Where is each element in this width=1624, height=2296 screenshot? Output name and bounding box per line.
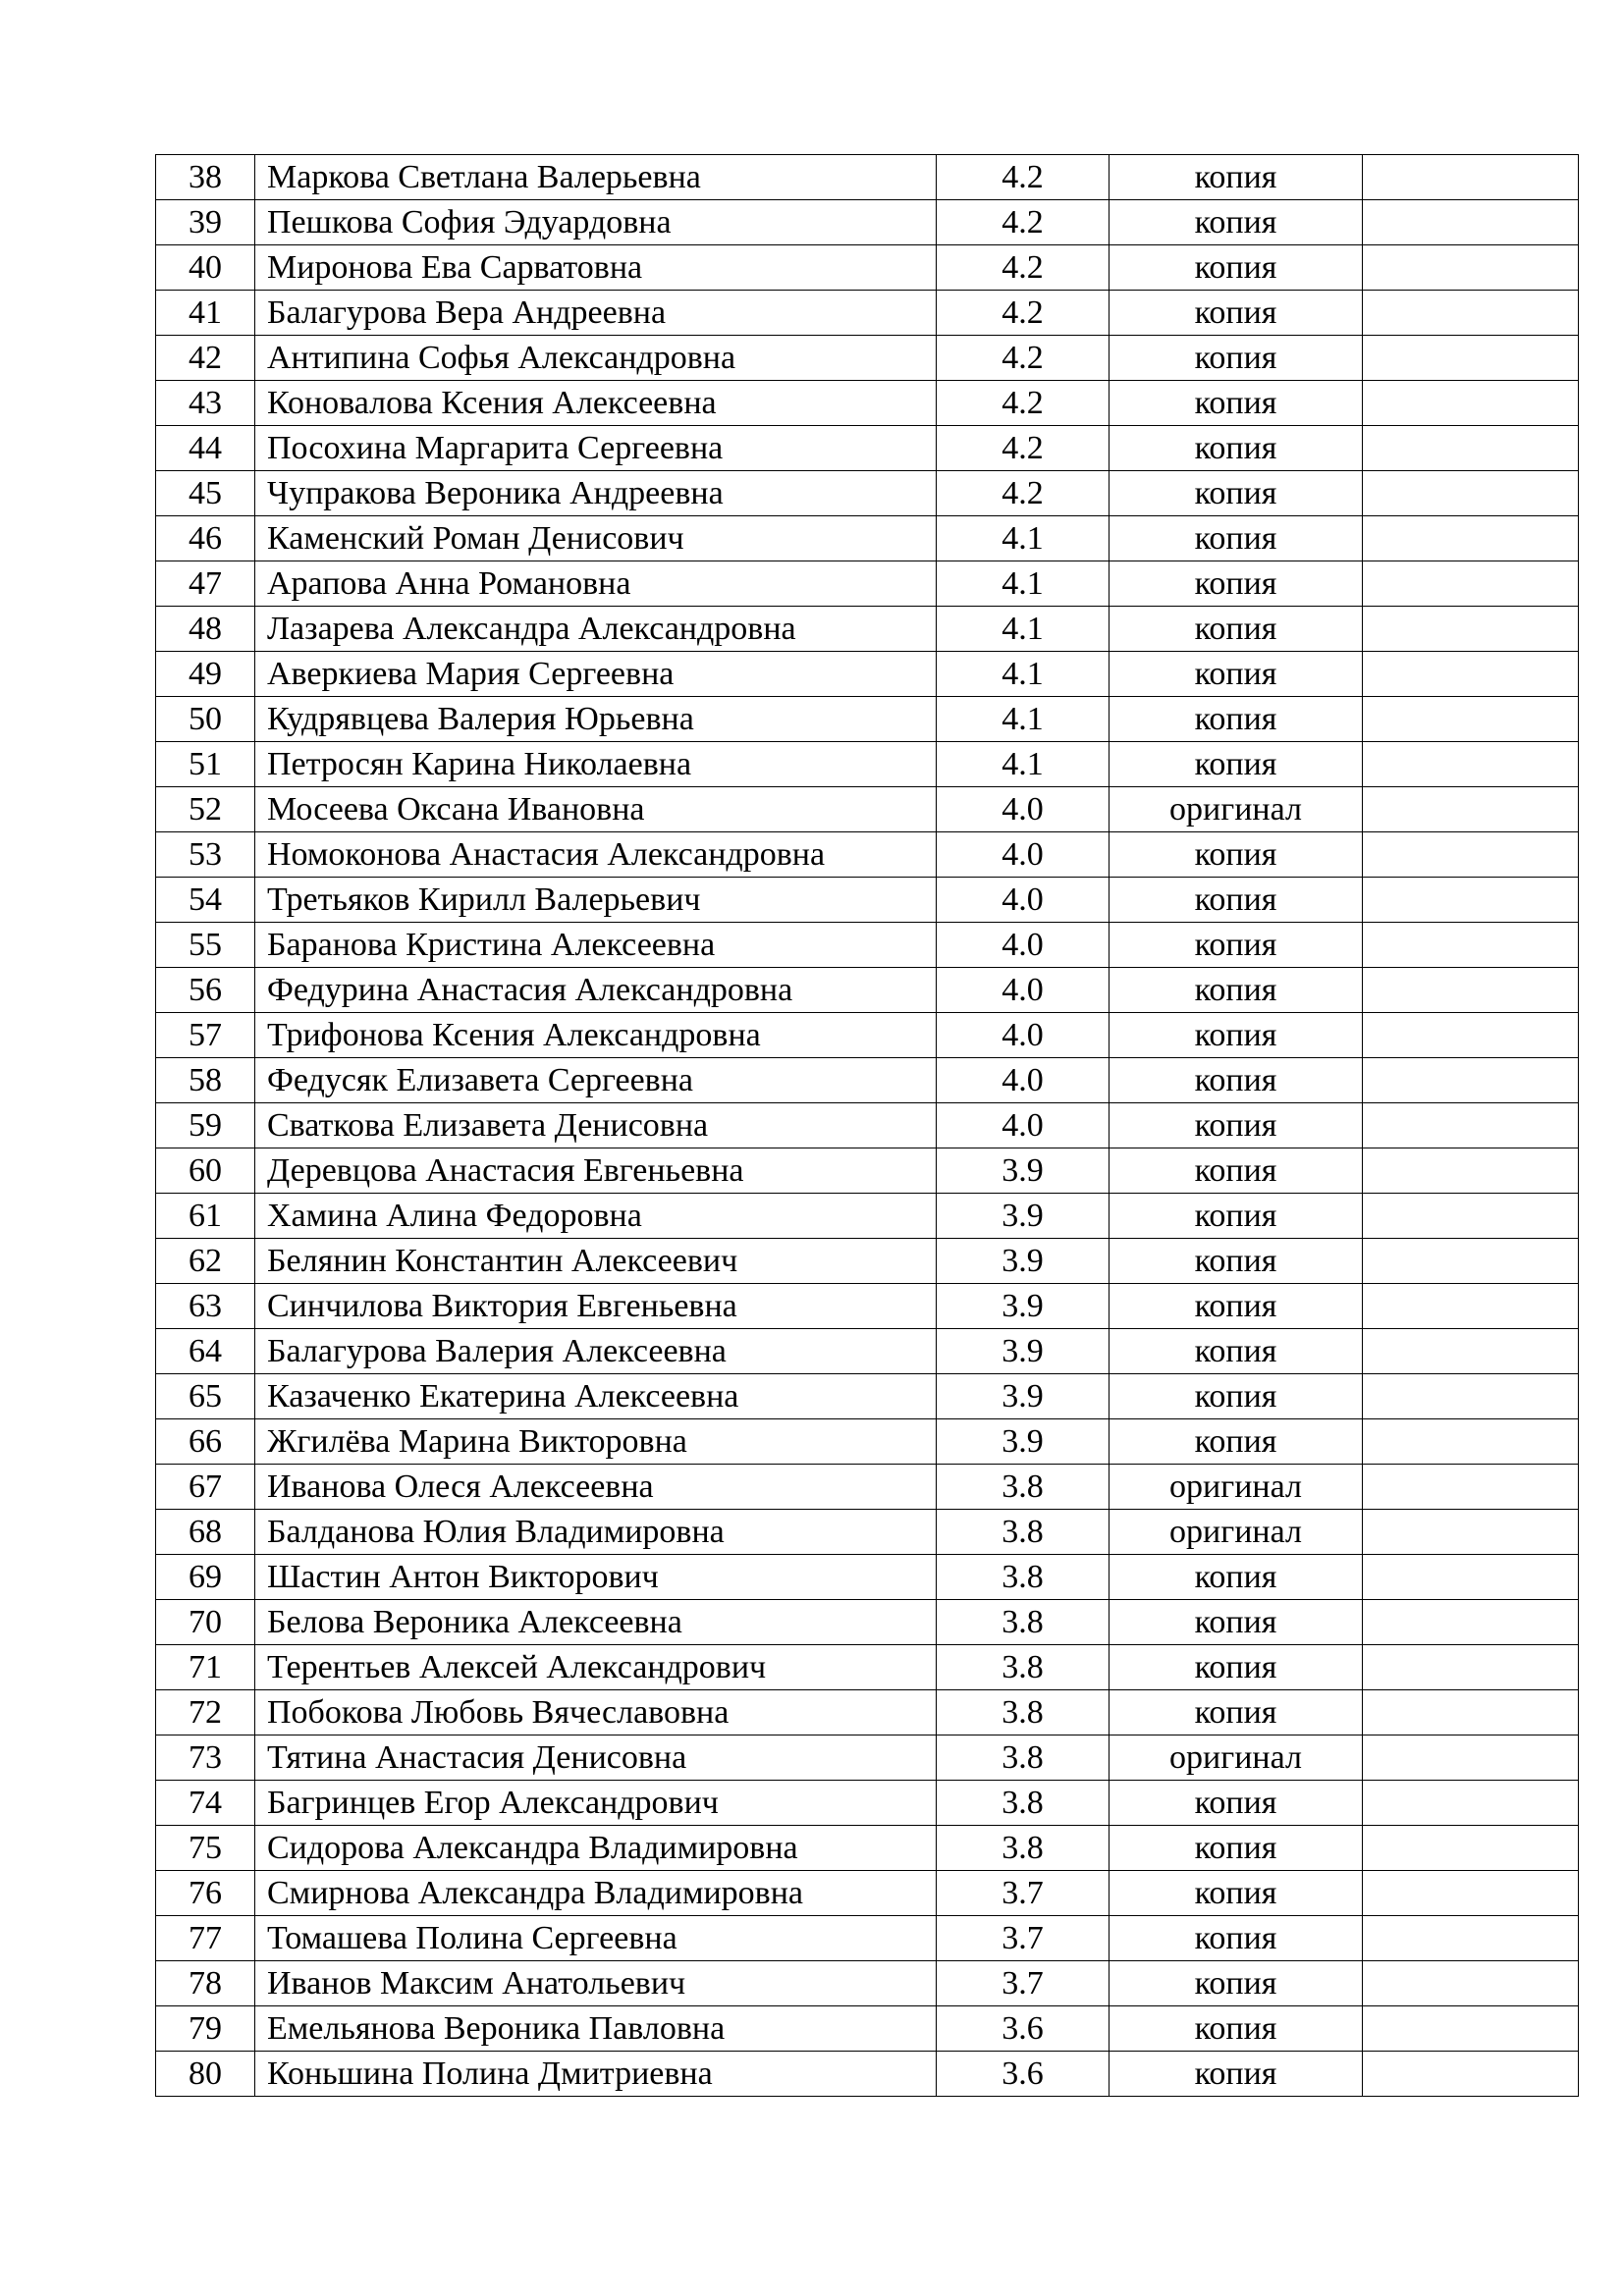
applicant-name: Белянин Константин Алексеевич — [255, 1239, 937, 1284]
document-type: копия — [1110, 1013, 1363, 1058]
document-type: копия — [1110, 1690, 1363, 1735]
applicant-name: Побокова Любовь Вячеславовна — [255, 1690, 937, 1735]
applicant-name: Арапова Анна Романовна — [255, 561, 937, 607]
applicant-name: Лазарева Александра Александровна — [255, 607, 937, 652]
document-type: копия — [1110, 832, 1363, 878]
row-number: 49 — [156, 652, 255, 697]
average-score: 4.0 — [937, 1103, 1110, 1148]
row-number: 55 — [156, 923, 255, 968]
average-score: 3.6 — [937, 2006, 1110, 2052]
applicant-name: Балагурова Вера Андреевна — [255, 291, 937, 336]
row-number: 47 — [156, 561, 255, 607]
row-number: 44 — [156, 426, 255, 471]
document-type: копия — [1110, 1419, 1363, 1465]
extra-cell — [1363, 2052, 1579, 2097]
row-number: 68 — [156, 1510, 255, 1555]
applicant-name: Мосеева Оксана Ивановна — [255, 787, 937, 832]
row-number: 73 — [156, 1735, 255, 1781]
document-type: копия — [1110, 1600, 1363, 1645]
document-type: копия — [1110, 1555, 1363, 1600]
row-number: 65 — [156, 1374, 255, 1419]
table-row — [156, 1826, 1579, 1871]
applicant-name: Багринцев Егор Александрович — [255, 1781, 937, 1826]
extra-cell — [1363, 1465, 1579, 1510]
table-row — [156, 1103, 1579, 1148]
extra-cell — [1363, 1058, 1579, 1103]
applicant-name: Посохина Маргарита Сергеевна — [255, 426, 937, 471]
document-type: копия — [1110, 1374, 1363, 1419]
document-type: копия — [1110, 1826, 1363, 1871]
document-type: оригинал — [1110, 1735, 1363, 1781]
document-type: копия — [1110, 155, 1363, 200]
row-number: 77 — [156, 1916, 255, 1961]
document-type: копия — [1110, 1871, 1363, 1916]
applicant-name: Шастин Антон Викторович — [255, 1555, 937, 1600]
row-number: 67 — [156, 1465, 255, 1510]
table-row — [156, 426, 1579, 471]
applicant-name: Петросян Карина Николаевна — [255, 742, 937, 787]
average-score: 3.9 — [937, 1148, 1110, 1194]
row-number: 70 — [156, 1600, 255, 1645]
table-row — [156, 516, 1579, 561]
row-number: 38 — [156, 155, 255, 200]
document-type: копия — [1110, 1645, 1363, 1690]
applicant-name: Федусяк Елизавета Сергеевна — [255, 1058, 937, 1103]
applicant-name: Маркова Светлана Валерьевна — [255, 155, 937, 200]
row-number: 59 — [156, 1103, 255, 1148]
applicant-name: Балданова Юлия Владимировна — [255, 1510, 937, 1555]
extra-cell — [1363, 697, 1579, 742]
table-row — [156, 1239, 1579, 1284]
extra-cell — [1363, 426, 1579, 471]
document-type: копия — [1110, 336, 1363, 381]
row-number: 43 — [156, 381, 255, 426]
document-type: копия — [1110, 697, 1363, 742]
document-type: копия — [1110, 607, 1363, 652]
average-score: 4.0 — [937, 1013, 1110, 1058]
row-number: 42 — [156, 336, 255, 381]
table-row — [156, 561, 1579, 607]
row-number: 60 — [156, 1148, 255, 1194]
extra-cell — [1363, 1374, 1579, 1419]
applicant-name: Федурина Анастасия Александровна — [255, 968, 937, 1013]
document-type: копия — [1110, 245, 1363, 291]
row-number: 71 — [156, 1645, 255, 1690]
applicant-name: Томашева Полина Сергеевна — [255, 1916, 937, 1961]
row-number: 53 — [156, 832, 255, 878]
document-type: копия — [1110, 1284, 1363, 1329]
table-row — [156, 381, 1579, 426]
applicant-name: Балагурова Валерия Алексеевна — [255, 1329, 937, 1374]
document-type: копия — [1110, 968, 1363, 1013]
table-row — [156, 200, 1579, 245]
table-row — [156, 1148, 1579, 1194]
applicant-name: Сидорова Александра Владимировна — [255, 1826, 937, 1871]
extra-cell — [1363, 832, 1579, 878]
document-type: копия — [1110, 2052, 1363, 2097]
document-type: копия — [1110, 516, 1363, 561]
table-row — [156, 2052, 1579, 2097]
average-score: 4.1 — [937, 652, 1110, 697]
applicant-name: Смирнова Александра Владимировна — [255, 1871, 937, 1916]
row-number: 66 — [156, 1419, 255, 1465]
extra-cell — [1363, 878, 1579, 923]
applicant-name: Чупракова Вероника Андреевна — [255, 471, 937, 516]
applicants-table-body — [156, 155, 1579, 2097]
row-number: 58 — [156, 1058, 255, 1103]
applicant-name: Миронова Ева Сарватовна — [255, 245, 937, 291]
row-number: 52 — [156, 787, 255, 832]
applicant-name: Каменский Роман Денисович — [255, 516, 937, 561]
document-type: копия — [1110, 742, 1363, 787]
average-score: 4.2 — [937, 336, 1110, 381]
document-type: копия — [1110, 200, 1363, 245]
average-score: 4.1 — [937, 607, 1110, 652]
document-type: копия — [1110, 1103, 1363, 1148]
table-row — [156, 1194, 1579, 1239]
table-row — [156, 1916, 1579, 1961]
extra-cell — [1363, 1013, 1579, 1058]
average-score: 3.8 — [937, 1826, 1110, 1871]
row-number: 72 — [156, 1690, 255, 1735]
extra-cell — [1363, 1329, 1579, 1374]
extra-cell — [1363, 1600, 1579, 1645]
table-row — [156, 1374, 1579, 1419]
document-type: копия — [1110, 561, 1363, 607]
row-number: 48 — [156, 607, 255, 652]
document-type: копия — [1110, 1961, 1363, 2006]
average-score: 4.0 — [937, 1058, 1110, 1103]
table-row — [156, 1735, 1579, 1781]
document-type: копия — [1110, 2006, 1363, 2052]
extra-cell — [1363, 471, 1579, 516]
extra-cell — [1363, 1555, 1579, 1600]
table-row — [156, 245, 1579, 291]
table-row — [156, 878, 1579, 923]
table-row — [156, 1555, 1579, 1600]
extra-cell — [1363, 1826, 1579, 1871]
applicant-name: Тятина Анастасия Денисовна — [255, 1735, 937, 1781]
row-number: 76 — [156, 1871, 255, 1916]
document-type: копия — [1110, 878, 1363, 923]
extra-cell — [1363, 787, 1579, 832]
document-type: копия — [1110, 1148, 1363, 1194]
extra-cell — [1363, 155, 1579, 200]
applicant-name: Иванова Олеся Алексеевна — [255, 1465, 937, 1510]
average-score: 3.8 — [937, 1690, 1110, 1735]
applicant-name: Антипина Софья Александровна — [255, 336, 937, 381]
applicant-name: Иванов Максим Анатольевич — [255, 1961, 937, 2006]
row-number: 61 — [156, 1194, 255, 1239]
extra-cell — [1363, 245, 1579, 291]
table-row — [156, 1510, 1579, 1555]
extra-cell — [1363, 381, 1579, 426]
extra-cell — [1363, 1419, 1579, 1465]
extra-cell — [1363, 1284, 1579, 1329]
extra-cell — [1363, 1194, 1579, 1239]
average-score: 3.8 — [937, 1510, 1110, 1555]
average-score: 4.2 — [937, 200, 1110, 245]
average-score: 3.9 — [937, 1329, 1110, 1374]
extra-cell — [1363, 1916, 1579, 1961]
document-type: копия — [1110, 1781, 1363, 1826]
document-type: копия — [1110, 471, 1363, 516]
table-row — [156, 607, 1579, 652]
table-row — [156, 1419, 1579, 1465]
applicant-name: Кудрявцева Валерия Юрьевна — [255, 697, 937, 742]
table-row — [156, 968, 1579, 1013]
average-score: 4.2 — [937, 291, 1110, 336]
extra-cell — [1363, 1690, 1579, 1735]
applicant-name: Синчилова Виктория Евгеньевна — [255, 1284, 937, 1329]
applicant-name: Жгилёва Марина Викторовна — [255, 1419, 937, 1465]
row-number: 64 — [156, 1329, 255, 1374]
average-score: 3.8 — [937, 1600, 1110, 1645]
table-row — [156, 1600, 1579, 1645]
extra-cell — [1363, 1781, 1579, 1826]
extra-cell — [1363, 742, 1579, 787]
average-score: 3.6 — [937, 2052, 1110, 2097]
row-number: 39 — [156, 200, 255, 245]
extra-cell — [1363, 1239, 1579, 1284]
average-score: 4.0 — [937, 787, 1110, 832]
extra-cell — [1363, 200, 1579, 245]
extra-cell — [1363, 1735, 1579, 1781]
table-row — [156, 1781, 1579, 1826]
row-number: 79 — [156, 2006, 255, 2052]
table-row — [156, 155, 1579, 200]
table-row — [156, 1871, 1579, 1916]
extra-cell — [1363, 2006, 1579, 2052]
row-number: 78 — [156, 1961, 255, 2006]
table-row — [156, 1329, 1579, 1374]
extra-cell — [1363, 607, 1579, 652]
row-number: 51 — [156, 742, 255, 787]
average-score: 4.1 — [937, 516, 1110, 561]
row-number: 80 — [156, 2052, 255, 2097]
table-row — [156, 652, 1579, 697]
average-score: 3.9 — [937, 1419, 1110, 1465]
average-score: 4.1 — [937, 561, 1110, 607]
extra-cell — [1363, 1103, 1579, 1148]
extra-cell — [1363, 1510, 1579, 1555]
average-score: 3.8 — [937, 1735, 1110, 1781]
table-row — [156, 787, 1579, 832]
extra-cell — [1363, 561, 1579, 607]
document-type: копия — [1110, 291, 1363, 336]
row-number: 40 — [156, 245, 255, 291]
average-score: 4.1 — [937, 697, 1110, 742]
row-number: 62 — [156, 1239, 255, 1284]
applicants-table — [155, 154, 1579, 2097]
document-type: копия — [1110, 381, 1363, 426]
applicant-name: Хамина Алина Федоровна — [255, 1194, 937, 1239]
row-number: 57 — [156, 1013, 255, 1058]
table-row — [156, 2006, 1579, 2052]
applicant-name: Емельянова Вероника Павловна — [255, 2006, 937, 2052]
average-score: 4.2 — [937, 471, 1110, 516]
row-number: 45 — [156, 471, 255, 516]
extra-cell — [1363, 1871, 1579, 1916]
table-row — [156, 697, 1579, 742]
average-score: 3.7 — [937, 1916, 1110, 1961]
average-score: 3.7 — [937, 1871, 1110, 1916]
row-number: 75 — [156, 1826, 255, 1871]
average-score: 3.9 — [937, 1239, 1110, 1284]
table-row — [156, 923, 1579, 968]
applicant-name: Коновалова Ксения Алексеевна — [255, 381, 937, 426]
average-score: 4.2 — [937, 245, 1110, 291]
table-row — [156, 1961, 1579, 2006]
extra-cell — [1363, 1961, 1579, 2006]
average-score: 4.0 — [937, 968, 1110, 1013]
table-row — [156, 1284, 1579, 1329]
average-score: 3.8 — [937, 1555, 1110, 1600]
applicant-name: Аверкиева Мария Сергеевна — [255, 652, 937, 697]
average-score: 3.9 — [937, 1194, 1110, 1239]
average-score: 3.8 — [937, 1645, 1110, 1690]
row-number: 69 — [156, 1555, 255, 1600]
applicant-name: Терентьев Алексей Александрович — [255, 1645, 937, 1690]
applicant-name: Коньшина Полина Дмитриевна — [255, 2052, 937, 2097]
row-number: 41 — [156, 291, 255, 336]
average-score: 4.0 — [937, 878, 1110, 923]
document-type: копия — [1110, 923, 1363, 968]
extra-cell — [1363, 336, 1579, 381]
table-row — [156, 471, 1579, 516]
average-score: 3.7 — [937, 1961, 1110, 2006]
document-type: копия — [1110, 1329, 1363, 1374]
applicant-name: Белова Вероника Алексеевна — [255, 1600, 937, 1645]
document-type: копия — [1110, 1239, 1363, 1284]
average-score: 3.9 — [937, 1374, 1110, 1419]
document-type: копия — [1110, 1058, 1363, 1103]
document-type: копия — [1110, 1194, 1363, 1239]
average-score: 4.2 — [937, 155, 1110, 200]
document-type: копия — [1110, 1916, 1363, 1961]
applicant-name: Пешкова София Эдуардовна — [255, 200, 937, 245]
table-row — [156, 1690, 1579, 1735]
extra-cell — [1363, 291, 1579, 336]
extra-cell — [1363, 968, 1579, 1013]
average-score: 3.8 — [937, 1465, 1110, 1510]
table-row — [156, 336, 1579, 381]
table-row — [156, 1058, 1579, 1103]
applicant-name: Баранова Кристина Алексеевна — [255, 923, 937, 968]
average-score: 4.1 — [937, 742, 1110, 787]
table-row — [156, 1465, 1579, 1510]
extra-cell — [1363, 516, 1579, 561]
applicant-name: Номоконова Анастасия Александровна — [255, 832, 937, 878]
extra-cell — [1363, 1148, 1579, 1194]
average-score: 4.2 — [937, 381, 1110, 426]
document-type: оригинал — [1110, 1465, 1363, 1510]
table-row — [156, 291, 1579, 336]
extra-cell — [1363, 1645, 1579, 1690]
table-row — [156, 1013, 1579, 1058]
extra-cell — [1363, 923, 1579, 968]
extra-cell — [1363, 652, 1579, 697]
document-type: оригинал — [1110, 1510, 1363, 1555]
average-score: 4.0 — [937, 923, 1110, 968]
applicant-name: Сваткова Елизавета Денисовна — [255, 1103, 937, 1148]
average-score: 3.8 — [937, 1781, 1110, 1826]
applicant-name: Трифонова Ксения Александровна — [255, 1013, 937, 1058]
row-number: 56 — [156, 968, 255, 1013]
table-row — [156, 1645, 1579, 1690]
document-type: копия — [1110, 426, 1363, 471]
average-score: 3.9 — [937, 1284, 1110, 1329]
applicant-name: Деревцова Анастасия Евгеньевна — [255, 1148, 937, 1194]
table-row — [156, 832, 1579, 878]
document-type: копия — [1110, 652, 1363, 697]
applicant-name: Третьяков Кирилл Валерьевич — [255, 878, 937, 923]
row-number: 54 — [156, 878, 255, 923]
document-type: оригинал — [1110, 787, 1363, 832]
table-row — [156, 742, 1579, 787]
row-number: 63 — [156, 1284, 255, 1329]
row-number: 74 — [156, 1781, 255, 1826]
average-score: 4.2 — [937, 426, 1110, 471]
applicant-name: Казаченко Екатерина Алексеевна — [255, 1374, 937, 1419]
row-number: 50 — [156, 697, 255, 742]
row-number: 46 — [156, 516, 255, 561]
average-score: 4.0 — [937, 832, 1110, 878]
